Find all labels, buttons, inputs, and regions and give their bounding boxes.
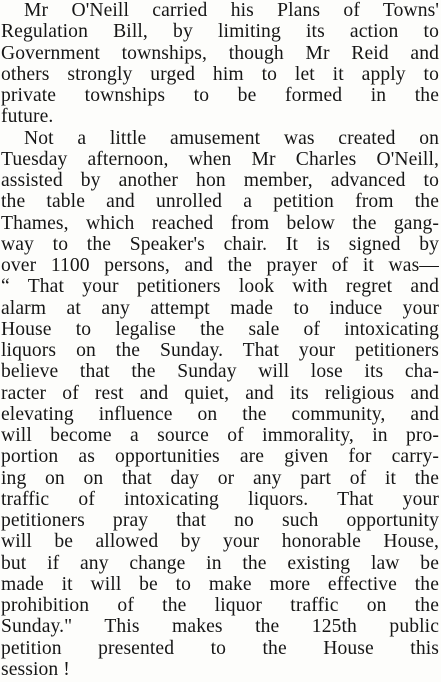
paragraph-2-line-12: believe that the Sunday will lose its cha-: [1, 361, 439, 383]
paragraph-2-line-20: will be allowed by your honorable House,: [1, 531, 439, 553]
paragraph-2-line-9: alarm at any attempt made to induce your: [1, 297, 439, 319]
paragraph-1-line-5: private townships to be formed in the: [1, 85, 439, 106]
paragraph-2-line-22: made it will be to make more effective the: [1, 573, 439, 595]
paragraph-2-line-16: portion as opportunities are given for carry-: [1, 446, 439, 468]
paragraph-2-line-2: Tuesday afternoon, when Mr Charles O'Neill,: [1, 148, 439, 170]
paragraph-2-line-23: prohibition of the liquor traffic on the: [1, 595, 439, 616]
paragraph-1-line-3: Government townships, though Mr Reid and: [1, 42, 439, 64]
paragraph-2-line-25: petition presented to the House this: [1, 637, 439, 659]
paragraph-2-line-10: House to legalise the sale of intoxicating: [1, 318, 439, 340]
paragraph-2-line-8: “ That your petitioners look with regret and: [1, 276, 439, 298]
paragraph-1-line-2: Regulation Bill, by limiting its action to: [1, 21, 439, 43]
paragraph-2-line-15: will become a source of immorality, in pro-: [1, 425, 439, 446]
paragraph-1-line-1: Mr O'Neill carried his Plans of Towns': [24, 0, 439, 21]
paragraph-2-line-1: Not a little amusement was created on: [24, 127, 439, 149]
paragraph-2-line-11: liquors on the Sunday. That your petitioners: [1, 340, 439, 361]
paragraph-2-line-24: Sunday." This makes the 125th public: [1, 616, 439, 638]
paragraph-1-line-6: future.: [1, 106, 54, 128]
paragraph-2-line-4: the table and unrolled a petition from the: [1, 191, 439, 213]
paragraph-2-line-26: session !: [1, 658, 70, 680]
paragraph-2-line-13: racter of rest and quiet, and its religious and: [1, 382, 439, 404]
paragraph-2-line-7: over 1100 persons, and the prayer of it was—: [1, 255, 439, 276]
paragraph-2-line-6: way to the Speaker's chair. It is signed by: [1, 233, 439, 255]
paragraph-2-line-5: Thames, which reached from below the gang-: [1, 212, 439, 234]
paragraph-2-line-18: traffic of intoxicating liquors. That your: [1, 488, 439, 510]
paragraph-2-line-14: elevating influence on the community, and: [1, 403, 439, 425]
paragraph-1-line-4: others strongly urged him to let it apply to: [1, 63, 439, 85]
paragraph-2-line-3: assisted by another hon member, advanced to: [1, 170, 439, 191]
paragraph-2-line-21: but if any change in the existing law be: [1, 552, 439, 574]
paragraph-2-line-17: ing on on that day or any part of it the: [1, 467, 439, 489]
paragraph-2-line-19: petitioners pray that no such opportunity: [1, 510, 439, 531]
